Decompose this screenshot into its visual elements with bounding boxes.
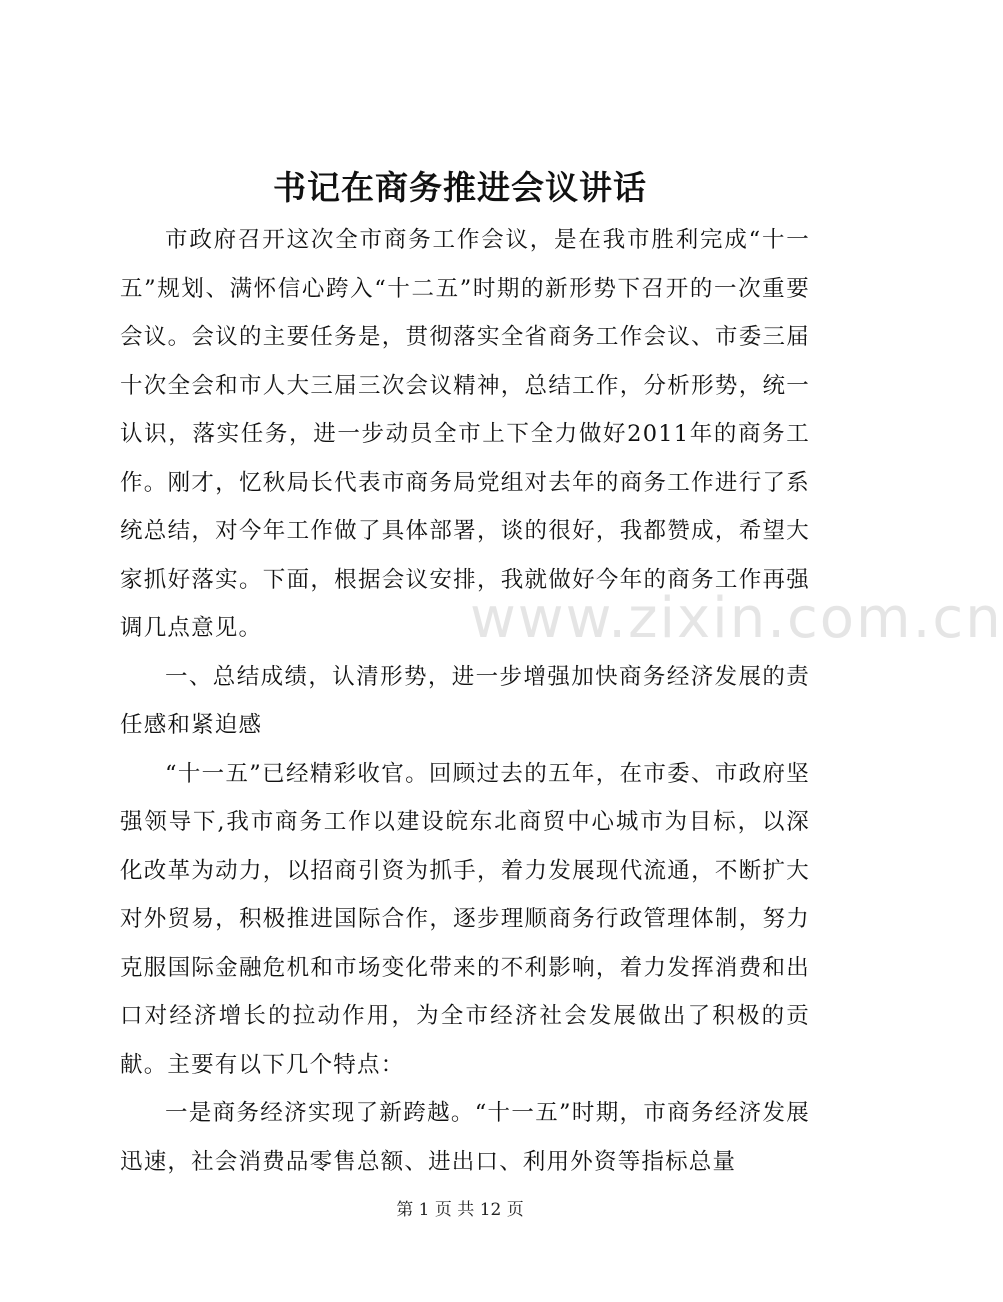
document-body: [120, 216, 810, 1186]
paragraph-intro: 市政府召开这次全市商务工作会议，是在我市胜利完成“十一五”规划、满怀信心跨入“十二五”时期的新形势下召开的一次重要会议。会议的主要任务是，贯彻落实全省商务工作会议、市委三届十次全会和市人大三届三次会议精神，总结工作，分析形势，统一认识，落实任务，进一步动员全市上下全力做好2011年的商务工作。刚才，忆秋局长代表市商务局党组对去年的商务工作进行了系统总结，对今年工作做了具体部署，谈的很好，我都赞成，希望大家抓好落实。下面，根据会议安排，我就做好今年的商务工作再强调几点意见。: [120, 227, 810, 641]
watermark: www.zixin.com.cn: [470, 586, 1003, 651]
document-title: 书记在商务推进会议讲话: [273, 168, 647, 207]
page-number-footer: 第 1 页 共 12 页: [396, 1200, 524, 1220]
section-heading-1: 一、总结成绩，认清形势，进一步增强加快商务经济发展的责任感和紧迫感: [120, 663, 810, 738]
paragraph-review: “十一五”已经精彩收官。回顾过去的五年，在市委、市政府坚强领导下,我市商务工作以建设皖东北商贸中心城市为目标，以深化改革为动力，以招商引资为抓手，着力发展现代流通，不断扩大对外贸易，积极推进国际合作，逐步理顺商务行政管理体制，努力克服国际金融危机和市场变化带来的不利影响，着力发挥消费和出口对经济增长的拉动作用，为全市经济社会发展做出了积极的贡献。主要有以下几个特点：: [120, 760, 810, 1078]
paragraph-point-1: 一是商务经济实现了新跨越。“十一五”时期，市商务经济发展迅速，社会消费品零售总额、进出口、利用外资等指标总量: [120, 1100, 810, 1175]
